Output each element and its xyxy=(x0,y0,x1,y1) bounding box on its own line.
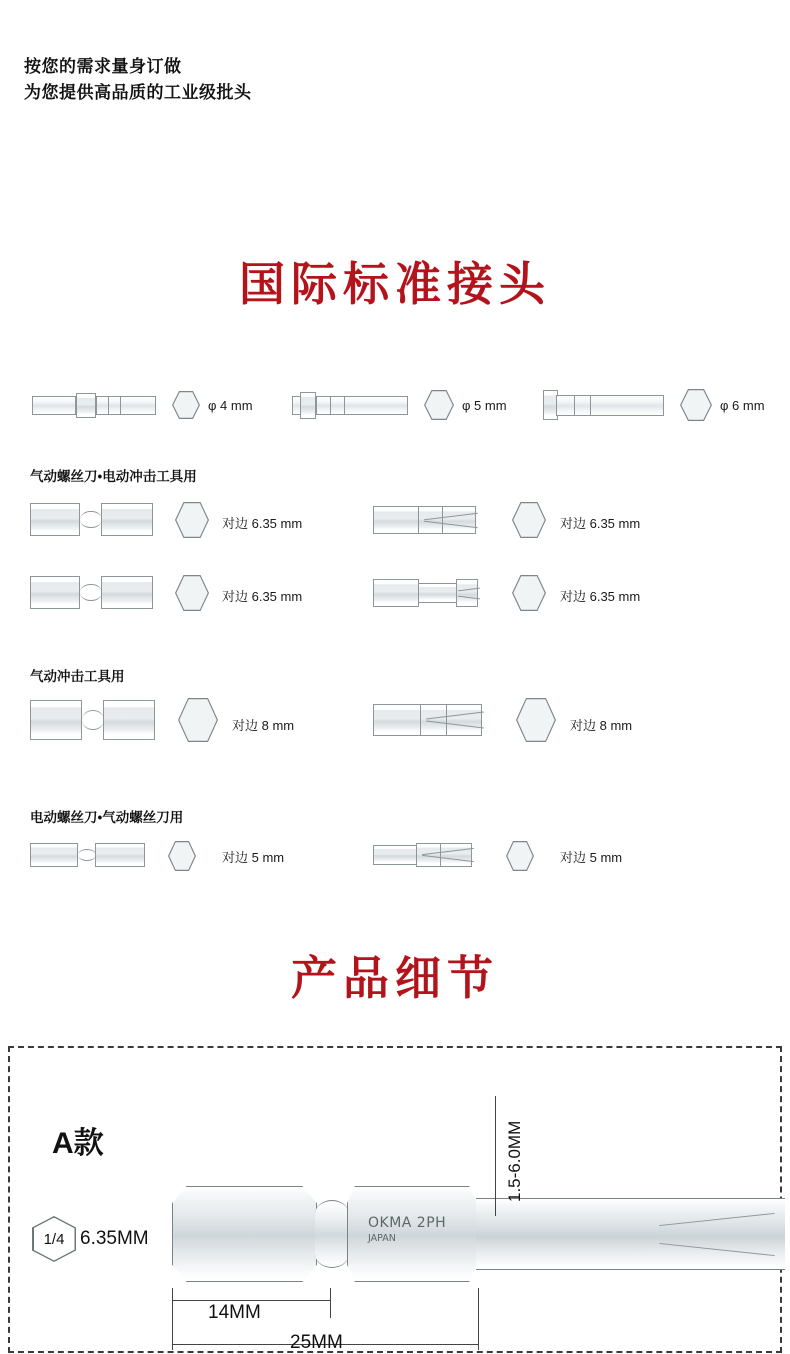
hex-badge-size: 6.35MM xyxy=(80,1228,149,1249)
dim-g3-r1-left: 对边 5 mm xyxy=(222,850,285,865)
hex-end-view-g1-r1-right xyxy=(512,502,546,538)
shank-dim-5mm: φ 5 mm xyxy=(462,398,507,413)
dim-g1-r2-left: 对边 6.35 mm xyxy=(222,589,303,604)
section-title-standard: 国际标准接头 xyxy=(239,257,551,311)
group-label-3: 电动螺丝刀•气动螺丝刀用 xyxy=(30,810,184,825)
group-label-1: 气动螺丝刀•电动冲击工具用 xyxy=(30,469,197,484)
hex-end-view-g3-r1-left xyxy=(168,841,196,871)
dim-line-14mm xyxy=(172,1300,330,1301)
dim-g1-r1-right: 对边 6.35 mm xyxy=(560,516,641,531)
bit-tip xyxy=(655,1198,785,1270)
shank-dim-6mm: φ 6 mm xyxy=(720,398,765,413)
dim-g1-r2-right: 对边 6.35 mm xyxy=(560,589,641,604)
dim-g1-r1-left: 对边 6.35 mm xyxy=(222,516,303,531)
bit-hex-section-1 xyxy=(172,1186,317,1282)
intro-line-1: 按您的需求量身订做 xyxy=(24,57,182,76)
hex-badge xyxy=(32,1216,76,1262)
model-label: A款 xyxy=(52,1127,104,1160)
hex-end-view-g1-r1-left xyxy=(175,502,209,538)
bit-rod xyxy=(476,1198,661,1270)
hex-end-view-6mm xyxy=(680,389,712,421)
tip-width-dim: 1.5-6.0MM xyxy=(505,1120,524,1202)
hex-end-view-g2-r1-right xyxy=(516,698,556,742)
hex-end-view-g3-r1-right xyxy=(506,841,534,871)
intro-line-2: 为您提供高品质的工业级批头 xyxy=(24,83,252,102)
shank-dim-4mm: φ 4 mm xyxy=(208,398,253,413)
brand-line-2: JAPAN xyxy=(368,1233,396,1244)
hex-end-view-g1-r2-right xyxy=(512,575,546,611)
dim-lead-left xyxy=(172,1288,173,1350)
dim-g3-r1-right: 对边 5 mm xyxy=(560,850,623,865)
dim-g2-r1-left: 对边 8 mm xyxy=(232,718,295,733)
hex-end-view-g1-r2-left xyxy=(175,575,209,611)
brand-line-1: OKMA 2PH xyxy=(368,1215,447,1231)
group-label-2: 气动冲击工具用 xyxy=(30,669,125,684)
dim-lead-mid xyxy=(330,1288,331,1318)
section-title-detail: 产品细节 xyxy=(291,951,499,1005)
bit-neck xyxy=(315,1200,349,1268)
intro-text xyxy=(24,54,252,106)
hex-end-view-5mm xyxy=(424,390,454,420)
length-total-dim: 25MM xyxy=(290,1332,343,1353)
dim-lead-right xyxy=(478,1288,479,1350)
hex-badge-fraction: 1/4 xyxy=(43,1230,65,1248)
bit-brand-marking xyxy=(368,1216,446,1246)
length-hex-dim: 14MM xyxy=(208,1302,261,1323)
dim-g2-r1-right: 对边 8 mm xyxy=(570,718,633,733)
tip-width-lead-line xyxy=(495,1096,496,1216)
hex-end-view-4mm xyxy=(172,391,200,419)
hex-end-view-g2-r1-left xyxy=(178,698,218,742)
